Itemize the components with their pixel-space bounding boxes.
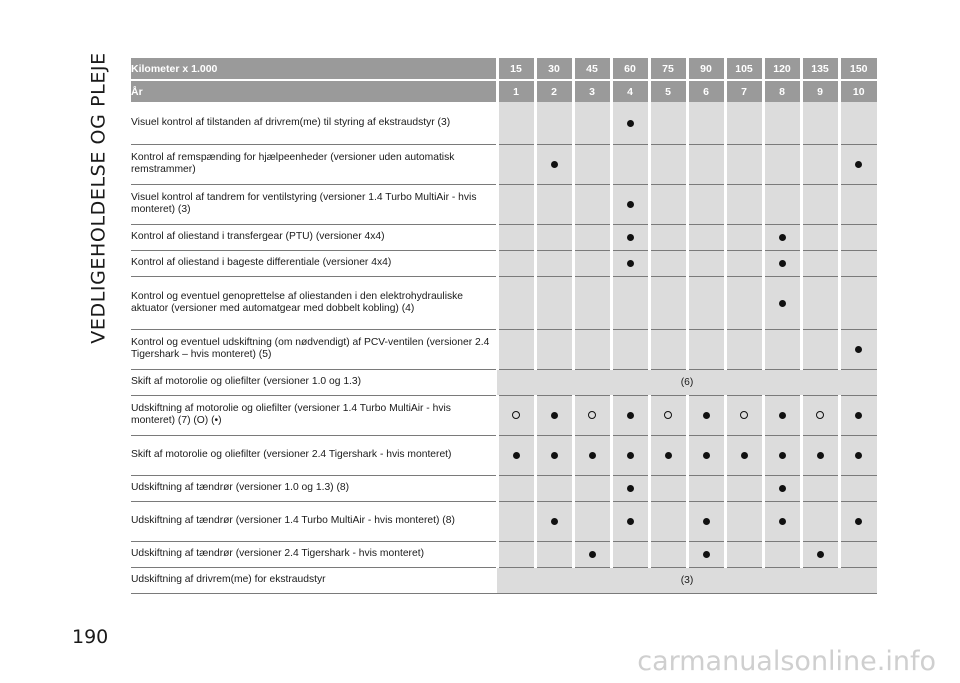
- interval-cell: [763, 395, 801, 435]
- interval-cell: [649, 276, 687, 329]
- interval-cell: [801, 144, 839, 184]
- interval-cell: [839, 329, 877, 369]
- interval-cell: [649, 329, 687, 369]
- interval-cell: [573, 224, 611, 250]
- filled-dot-icon: [855, 518, 862, 525]
- filled-dot-icon: [779, 452, 786, 459]
- interval-cell: [611, 276, 649, 329]
- row-description: Kontrol af oliestand i bageste differentiale (versioner 4x4): [131, 250, 497, 276]
- filled-dot-icon: [627, 234, 634, 241]
- interval-cell: [801, 329, 839, 369]
- header-row-years: [131, 80, 877, 102]
- interval-cell: [649, 475, 687, 501]
- interval-cell: [497, 395, 535, 435]
- filled-dot-icon: [513, 452, 520, 459]
- interval-cell: [687, 224, 725, 250]
- filled-dot-icon: [779, 234, 786, 241]
- row-description: Skift af motorolie og oliefilter (versioner 1.0 og 1.3): [131, 369, 497, 395]
- interval-cell: [497, 184, 535, 224]
- header-km-7: 105: [725, 58, 763, 80]
- interval-cell: [687, 501, 725, 541]
- table-row: [131, 144, 877, 184]
- interval-cell: [611, 329, 649, 369]
- side-chapter-title: [84, 48, 114, 348]
- filled-dot-icon: [551, 412, 558, 419]
- row-description: Visuel kontrol af tandrem for ventilstyring (versioner 1.4 Turbo MultiAir - hvis monteret) (3): [131, 184, 497, 224]
- row-description: Kontrol af oliestand i transfergear (PTU) (versioner 4x4): [131, 224, 497, 250]
- interval-cell: [573, 144, 611, 184]
- header-row-kilometers: [131, 58, 877, 80]
- interval-cell: [573, 435, 611, 475]
- hollow-circle-icon: [816, 411, 824, 419]
- interval-cell: [497, 102, 535, 144]
- filled-dot-icon: [703, 518, 710, 525]
- interval-cell: [649, 395, 687, 435]
- interval-cell: [839, 395, 877, 435]
- interval-cell: [535, 276, 573, 329]
- header-year-3: 3: [573, 80, 611, 102]
- table-row: [131, 224, 877, 250]
- filled-dot-icon: [589, 452, 596, 459]
- interval-cell: [839, 276, 877, 329]
- interval-cell: [611, 541, 649, 567]
- header-km-4: 60: [611, 58, 649, 80]
- filled-dot-icon: [855, 452, 862, 459]
- interval-cell: [497, 224, 535, 250]
- interval-cell: [687, 395, 725, 435]
- row-description: Udskiftning af tændrør (versioner 1.0 og 1.3) (8): [131, 475, 497, 501]
- interval-cell: [725, 144, 763, 184]
- table-row: [131, 395, 877, 435]
- filled-dot-icon: [703, 551, 710, 558]
- header-km-9: 135: [801, 58, 839, 80]
- side-chapter-title-text: VEDLIGEHOLDELSE OG PLEJE: [88, 52, 111, 344]
- interval-cell: [611, 475, 649, 501]
- interval-cell: [725, 541, 763, 567]
- interval-cell: [497, 276, 535, 329]
- interval-cell: [649, 501, 687, 541]
- interval-cell: [725, 184, 763, 224]
- table-row: [131, 541, 877, 567]
- interval-cell: [573, 276, 611, 329]
- table-row: [131, 567, 877, 593]
- row-description: Udskiftning af tændrør (versioner 1.4 Turbo MultiAir - hvis monteret) (8): [131, 501, 497, 541]
- header-year-1: 1: [497, 80, 535, 102]
- filled-dot-icon: [627, 518, 634, 525]
- interval-cell: [687, 144, 725, 184]
- interval-cell: [649, 144, 687, 184]
- interval-cell: [535, 329, 573, 369]
- interval-cell: [497, 541, 535, 567]
- interval-cell: [801, 541, 839, 567]
- interval-cell: [725, 329, 763, 369]
- interval-cell: [611, 144, 649, 184]
- interval-cell: [687, 329, 725, 369]
- interval-cell: [839, 144, 877, 184]
- interval-cell: [725, 224, 763, 250]
- interval-cell: [611, 501, 649, 541]
- interval-cell: [611, 435, 649, 475]
- table-row: [131, 250, 877, 276]
- header-km-label: Kilometer x 1.000: [131, 58, 497, 80]
- filled-dot-icon: [779, 300, 786, 307]
- interval-cell: [687, 435, 725, 475]
- table-row: [131, 501, 877, 541]
- row-description: Kontrol af remspænding for hjælpeenheder (versioner uden automatisk remstrammer): [131, 144, 497, 184]
- row-description: Udskiftning af motorolie og oliefilter (versioner 1.4 Turbo MultiAir - hvis monteret) (7) (O) (•): [131, 395, 497, 435]
- table-row: [131, 276, 877, 329]
- interval-cell: [573, 250, 611, 276]
- interval-cell: [763, 541, 801, 567]
- interval-cell: [839, 435, 877, 475]
- row-description: Udskiftning af drivrem(me) for ekstraudstyr: [131, 567, 497, 593]
- interval-cell: [801, 250, 839, 276]
- header-year-2: 2: [535, 80, 573, 102]
- table-row: [131, 102, 877, 144]
- interval-cell: [763, 329, 801, 369]
- interval-cell: [687, 276, 725, 329]
- maintenance-schedule-table: [131, 58, 877, 594]
- header-year-6: 6: [687, 80, 725, 102]
- interval-cell: [725, 475, 763, 501]
- filled-dot-icon: [627, 412, 634, 419]
- interval-cell: [573, 395, 611, 435]
- row-description: Visuel kontrol af tilstanden af drivrem(me) til styring af ekstraudstyr (3): [131, 102, 497, 144]
- interval-cell: [611, 224, 649, 250]
- interval-cell: [535, 184, 573, 224]
- table-row: [131, 184, 877, 224]
- header-year-9: 9: [801, 80, 839, 102]
- interval-cell: [725, 395, 763, 435]
- interval-cell: [497, 329, 535, 369]
- interval-cell: [611, 184, 649, 224]
- filled-dot-icon: [551, 161, 558, 168]
- interval-cell: [839, 250, 877, 276]
- interval-cell: [535, 541, 573, 567]
- header-year-5: 5: [649, 80, 687, 102]
- interval-cell: [839, 224, 877, 250]
- hollow-circle-icon: [664, 411, 672, 419]
- filled-dot-icon: [551, 518, 558, 525]
- interval-cell: [497, 144, 535, 184]
- interval-cell: [535, 435, 573, 475]
- interval-cell: [801, 395, 839, 435]
- table-row: [131, 435, 877, 475]
- interval-cell: [573, 329, 611, 369]
- interval-cell: [801, 224, 839, 250]
- filled-dot-icon: [817, 452, 824, 459]
- header-km-1: 15: [497, 58, 535, 80]
- interval-cell: [763, 475, 801, 501]
- filled-dot-icon: [779, 518, 786, 525]
- filled-dot-icon: [627, 260, 634, 267]
- interval-cell: [801, 184, 839, 224]
- interval-cell: [649, 102, 687, 144]
- interval-cell: [763, 501, 801, 541]
- filled-dot-icon: [551, 452, 558, 459]
- table-row: [131, 369, 877, 395]
- interval-cell: [649, 184, 687, 224]
- interval-cell: [535, 102, 573, 144]
- interval-cell: [801, 501, 839, 541]
- filled-dot-icon: [703, 452, 710, 459]
- interval-cell: [725, 250, 763, 276]
- interval-cell: [763, 276, 801, 329]
- interval-cell: [573, 102, 611, 144]
- row-description: Skift af motorolie og oliefilter (versioner 2.4 Tigershark - hvis monteret): [131, 435, 497, 475]
- watermark: carmanualsonline.info: [637, 646, 936, 677]
- interval-cell: [611, 395, 649, 435]
- interval-cell: [649, 224, 687, 250]
- hollow-circle-icon: [512, 411, 520, 419]
- interval-cell: [687, 102, 725, 144]
- filled-dot-icon: [855, 346, 862, 353]
- filled-dot-icon: [855, 412, 862, 419]
- header-km-8: 120: [763, 58, 801, 80]
- interval-cell: [497, 250, 535, 276]
- interval-cell: [725, 501, 763, 541]
- filled-dot-icon: [627, 201, 634, 208]
- filled-dot-icon: [855, 161, 862, 168]
- interval-cell: [801, 435, 839, 475]
- interval-cell: [763, 184, 801, 224]
- interval-cell: [535, 501, 573, 541]
- interval-cell: [801, 102, 839, 144]
- filled-dot-icon: [627, 120, 634, 127]
- interval-cell: [763, 250, 801, 276]
- interval-cell: [839, 184, 877, 224]
- filled-dot-icon: [627, 485, 634, 492]
- header-year-7: 7: [725, 80, 763, 102]
- filled-dot-icon: [779, 485, 786, 492]
- header-km-3: 45: [573, 58, 611, 80]
- filled-dot-icon: [779, 412, 786, 419]
- table-row: [131, 475, 877, 501]
- interval-cell: [763, 224, 801, 250]
- interval-cell: [763, 144, 801, 184]
- filled-dot-icon: [627, 452, 634, 459]
- hollow-circle-icon: [740, 411, 748, 419]
- header-km-2: 30: [535, 58, 573, 80]
- interval-cell: [649, 435, 687, 475]
- interval-cell: [839, 541, 877, 567]
- filled-dot-icon: [741, 452, 748, 459]
- interval-cell: [497, 501, 535, 541]
- interval-cell: [839, 475, 877, 501]
- interval-cell: [611, 250, 649, 276]
- interval-cell: [535, 144, 573, 184]
- interval-cell: [763, 435, 801, 475]
- table-row: [131, 329, 877, 369]
- interval-cell: [497, 475, 535, 501]
- row-description: Kontrol og eventuel genoprettelse af oliestanden i den elektrohydrauliske aktuator (versioner med automatgear med dobbelt kobling) (4): [131, 276, 497, 329]
- header-year-label: År: [131, 80, 497, 102]
- row-description: Kontrol og eventuel udskiftning (om nødvendigt) af PCV-ventilen (versioner 2.4 Tigershark – hvis monteret) (5): [131, 329, 497, 369]
- interval-cell: [497, 435, 535, 475]
- filled-dot-icon: [589, 551, 596, 558]
- header-km-6: 90: [687, 58, 725, 80]
- interval-cell: [839, 102, 877, 144]
- interval-cell: [573, 184, 611, 224]
- interval-cell: [687, 250, 725, 276]
- interval-cell: [535, 224, 573, 250]
- header-km-5: 75: [649, 58, 687, 80]
- interval-cell: [687, 184, 725, 224]
- interval-cell: [573, 475, 611, 501]
- interval-cell: [611, 102, 649, 144]
- row-description: Udskiftning af tændrør (versioner 2.4 Tigershark - hvis monteret): [131, 541, 497, 567]
- interval-cell: [573, 501, 611, 541]
- filled-dot-icon: [779, 260, 786, 267]
- interval-cell: [725, 102, 763, 144]
- header-year-10: 10: [839, 80, 877, 102]
- interval-cell: [535, 395, 573, 435]
- header-km-10: 150: [839, 58, 877, 80]
- filled-dot-icon: [817, 551, 824, 558]
- interval-cell: [687, 475, 725, 501]
- filled-dot-icon: [665, 452, 672, 459]
- interval-cell: [801, 475, 839, 501]
- interval-cell: [687, 541, 725, 567]
- interval-cell: [725, 435, 763, 475]
- hollow-circle-icon: [588, 411, 596, 419]
- filled-dot-icon: [703, 412, 710, 419]
- header-year-4: 4: [611, 80, 649, 102]
- interval-cell: [763, 102, 801, 144]
- interval-cell: [535, 250, 573, 276]
- interval-cell: [839, 501, 877, 541]
- interval-cell: [801, 276, 839, 329]
- interval-cell: [725, 276, 763, 329]
- page-number: 190: [72, 626, 109, 648]
- header-year-8: 8: [763, 80, 801, 102]
- row-span-note: (6): [497, 369, 877, 395]
- interval-cell: [649, 541, 687, 567]
- row-span-note: (3): [497, 567, 877, 593]
- interval-cell: [573, 541, 611, 567]
- interval-cell: [535, 475, 573, 501]
- interval-cell: [649, 250, 687, 276]
